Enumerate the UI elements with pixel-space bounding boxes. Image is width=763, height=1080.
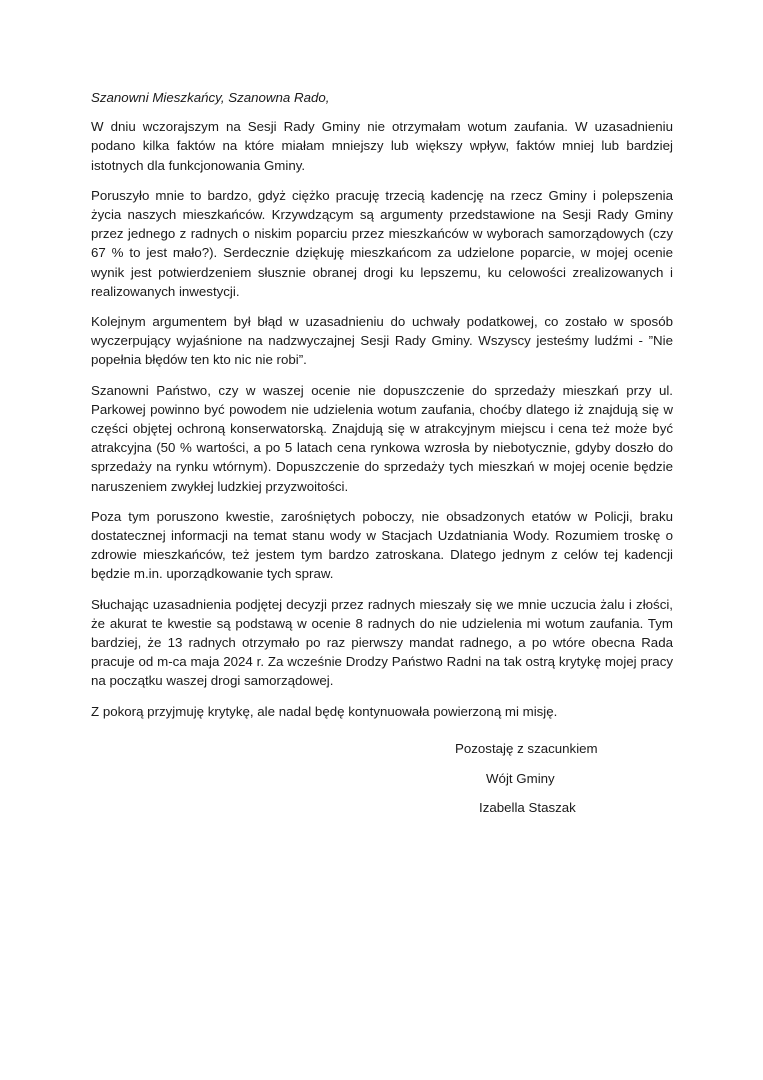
letter-salutation: Szanowni Mieszkańcy, Szanowna Rado, [91,90,330,105]
letter-paragraph-1: W dniu wczorajszym na Sesji Rady Gminy nie otrzymałam wotum zaufania. W uzasadnieniu podano kilka faktów na które miałam mniejszy lub większy wpływ, faktów mniej lub bardziej istotnych dla funkcjonowania Gminy. [91,119,673,173]
letter-closing [455,739,655,828]
letter-paragraph-3: Kolejnym argumentem był błąd w uzasadnieniu do uchwały podatkowej, co zostało w sposób wyczerpujący wyjaśnione na nadzwyczajnej Sesji Rady Gminy. Wszyscy jesteśmy ludźmi - ”Nie popełnia błędów ten kto nic nie robi”. [91,314,673,368]
signatory-name: Izabella Staszak [479,800,576,815]
letter-paragraph-6: Słuchając uzasadnienia podjętej decyzji przez radnych mieszały się we mnie uczucia żalu i złości, że akurat te kwestie są podstawą w ocenie 8 radnych do nie udzielenia mi wotum zaufania. Tym bardziej, że 13 radnych otrzymało po raz pierwszy mandat radnego, a po wtóre obecna Rada pracuje od m-ca maja 2024 r. Za wcześnie Drodzy Państwo Radni na tak ostrą krytykę mojej pracy na początku waszej drogi samorządowej. [91,596,673,689]
letter-paragraph-2: Poruszyło mnie to bardzo, gdyż ciężko pracuję trzecią kadencję na rzecz Gminy i polepszenia życia naszych mieszkańców. Krzywdzącym są argumenty przedstawione na Sesji Rady Gminy przez jednego z radnych o niskim poparciu przez mieszkańców w wyborach samorządowych (czy 67 % to jest mało?). Serdecznie dziękuję mieszkańcom za udzielone poparcie, w mojej ocenie wynik jest potwierdzeniem słusznie obranej drogi ku lepszemu, ku celowości zrealizowanych i realizowanych inwestycji. [91,187,673,299]
letter-paragraph-4: Szanowni Państwo, czy w waszej ocenie nie dopuszczenie do sprzedaży mieszkań przy ul. Parkowej powinno być powodem nie udzielenia wotum zaufania, choćby dlatego iż znajdują się w części objętej ochroną konserwatorską. Znajdują się w atrakcyjnym miejscu i cena też może być atrakcyjna (50 % wartości, a po 5 latach cena rynkowa wzrosła by niebotycznie, gdyby doszło do sprzedaży na rynku wtórnym). Dopuszczenie do sprzedaży tych mieszkań w mojej ocenie będzie naruszeniem zwykłej ludzkiej przyzwoitości. [91,382,673,494]
letter-body [91,88,673,732]
closing-farewell: Pozostaję z szacunkiem [455,741,598,756]
letter-paragraph-7: Z pokorą przyjmuję krytykę, ale nadal będę kontynuowała powierzoną mi misję. [91,703,558,719]
signatory-role: Wójt Gminy [486,770,555,786]
letter-paragraph-5: Poza tym poruszono kwestie, zarośniętych poboczy, nie obsadzonych etatów w Policji, braku dostatecznej informacji na temat stanu wody w Stacjach Uzdatniania Wody. Rozumiem troskę o zdrowie mieszkańców, też jestem tym bardzo zatroskana. Dlatego jednym z celów tej kadencji będzie m.in. uporządkowanie tych spraw. [91,508,673,582]
